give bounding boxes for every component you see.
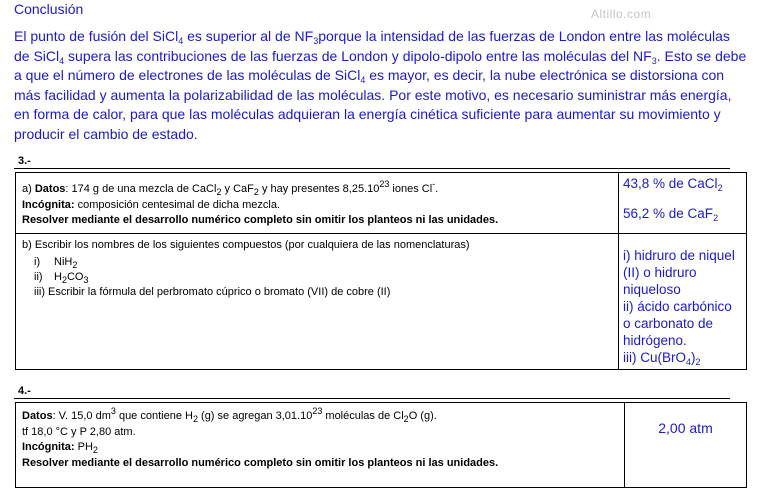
exercise-4-row <box>16 403 747 488</box>
exercise-4-question: Datos: V. 15,0 $dm^3$ que contiene $H_2$ (g) se agregan 3,01.10$^{23}$ moléculas de $Cl_2O$ (g). tf 18,0 °C y P 2,80 atm. Incógnita: $PH_2$ Resolver mediante el desarrollo numérico completo sin omitir los planteos ni las unidades. <box>16 403 625 488</box>
section-4-rule <box>14 398 730 399</box>
section-3-label: 3.- <box>18 155 31 167</box>
exercise-3b-answer: i) hidruro de niquel (II) o hidruro niqueloso ii) ácido carbónico o carbonato de hidrógeno. iii) $Cu(BrO_4)_2$ <box>619 233 747 369</box>
exercise-3b-question: b) Escribir los nombres de los siguientes compuestos (por cualquiera de las nomenclaturas) i) NiH$_2$ ii) $H_2CO_3$ iii) Escribir la fórmula del perbromato cúprico o bromato (VII) de cobre (II) <box>16 233 619 369</box>
exercise-3b-row <box>16 233 747 369</box>
exercise-3a-row <box>16 173 747 234</box>
section-3-rule <box>14 168 730 169</box>
section-4-label: 4.- <box>18 385 31 397</box>
exercise-4-table <box>15 402 747 488</box>
conclusion-paragraph: El punto de fusión del SiCl$_4$ es superior al de $NF_3porque$ la intensidad de las fuerzas de London entre las moléculas de SiCl$_4$ supera las contribuciones de las fuerzas de London y dipolo-dipolo entre las moléculas del $NF_3$. Esto se debe a que el número de electrones de las moléculas de SiCl$_4$ es mayor, es decir, la nube electrónica se distorsiona con más facilidad y aumenta la polarizabilidad de las moléculas. Por este motivo, es necesario suministrar más energía, en forma de calor, para que las moléculas adquieran la energía cinética suficiente para aumentar su movimiento y producir el cambio de estado. <box>14 28 747 142</box>
exercise-3a-question: a) Datos: 174 g de una mezcla de CaCl$_2$ y CaF$_2$ y hay presentes 8,25.10$^{23}$ iones Cl-. Incógnita: composición centesimal de dicha mezcla. Resolver mediante el desarrollo numérico completo sin omitir los planteos ni las unidades. <box>16 173 619 234</box>
exercise-3-table <box>15 172 747 370</box>
watermark: Altillo.com <box>591 7 652 21</box>
conclusion-title: Conclusión <box>14 1 84 17</box>
exercise-3a-answer: 43,8 % de CaCl$_2$ 56,2 % de CaF$_2$ <box>619 173 747 234</box>
exercise-4-answer: 2,00 atm <box>625 403 747 488</box>
